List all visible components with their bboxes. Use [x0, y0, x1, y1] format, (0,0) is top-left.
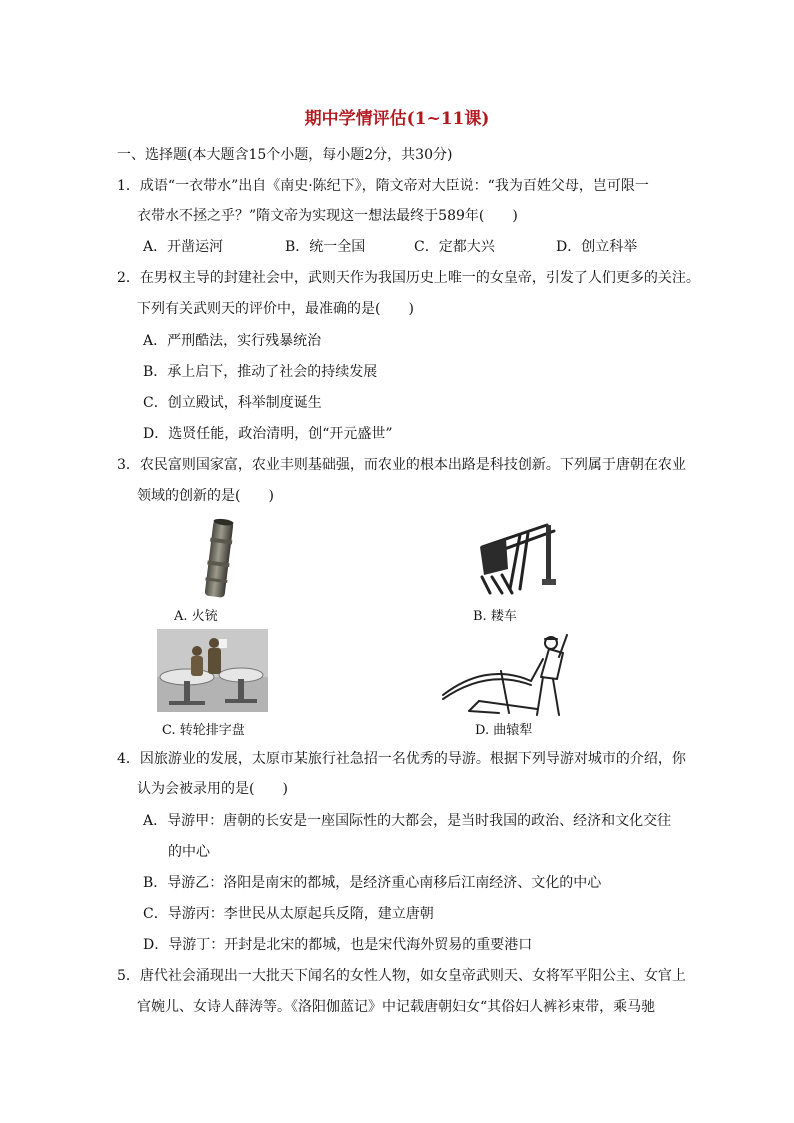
section-heading: 一、选择题(本大题含15个小题，每小题2分，共30分): [117, 147, 453, 163]
fire-gun-image: [195, 517, 245, 601]
q4-option-b: B．导游乙：洛阳是南宋的都城，是经济重心南移后江南经济、文化的中心: [143, 875, 602, 891]
q2-line2: 下列有关武则天的评价中，最准确的是( ): [137, 301, 414, 317]
q4-line2: 认为会被录用的是( ): [137, 781, 288, 797]
page-title: 期中学情评估(1~11课): [304, 109, 490, 129]
q1-line1: 1．成语“一衣带水”出自《南史·陈纪下》，隋文帝对大臣说：“我为百姓父母，岂可限一: [117, 178, 649, 194]
q3-caption-c: C. 转轮排字盘: [162, 723, 245, 738]
q2-option-c: C．创立殿试，科举制度诞生: [143, 395, 322, 411]
q4-option-d: D．导游丁：开封是北宋的都城，也是宋代海外贸易的重要港口: [143, 937, 533, 953]
q1-line2: 衣带水不拯之乎？”隋文帝为实现这一想法最终于589年( ): [137, 208, 518, 224]
q2-line1: 2．在男权主导的封建社会中，武则天作为我国历史上唯一的女皇帝，引发了人们更多的关注。: [117, 270, 700, 286]
q1-option-a: A．开凿运河: [143, 239, 224, 255]
q4-option-a-line2: 的中心: [168, 844, 210, 860]
q4-option-c: C．导游丙：李世民从太原起兵反隋，建立唐朝: [143, 906, 434, 922]
q1-option-d: D．创立科举: [556, 239, 638, 255]
q2-option-a: A．严刑酷法，实行残暴统治: [143, 333, 322, 349]
q2-option-b: B．承上启下，推动了社会的持续发展: [143, 364, 378, 380]
q5-line2: 官婉儿、女诗人薛涛等。《洛阳伽蓝记》中记载唐朝妇女“其俗妇人裤衫束带，乘马驰: [137, 999, 656, 1015]
q3-caption-d: D. 曲辕犁: [475, 723, 533, 738]
q3-caption-b: B. 耧车: [473, 609, 517, 624]
q1-option-c: C．定都大兴: [414, 239, 495, 255]
q3-caption-a: A. 火铳: [174, 609, 218, 624]
q3-line1: 3．农民富则国家富，农业丰则基础强，而农业的根本出路是科技创新。下列属于唐朝在农业: [117, 457, 686, 473]
q4-option-a-line1: A．导游甲：唐朝的长安是一座国际性的大都会，是当时我国的政治、经济和文化交往: [143, 813, 672, 829]
q5-line1: 5．唐代社会涌现出一大批天下闻名的女性人物，如女皇帝武则天、女将军平阳公主、女官上: [117, 968, 686, 984]
q2-option-d: D．选贤任能，政治清明，创“开元盛世”: [143, 426, 393, 442]
rotary-type-tray-image: [157, 629, 268, 712]
q1-option-b: B．统一全国: [285, 239, 366, 255]
seed-drill-image: [462, 517, 562, 597]
q3-line2: 领域的创新的是( ): [137, 488, 274, 504]
q4-line1: 4．因旅游业的发展，太原市某旅行社急招一名优秀的导游。根据下列导游对城市的介绍，你: [117, 751, 686, 767]
curved-plough-image: [439, 631, 577, 719]
